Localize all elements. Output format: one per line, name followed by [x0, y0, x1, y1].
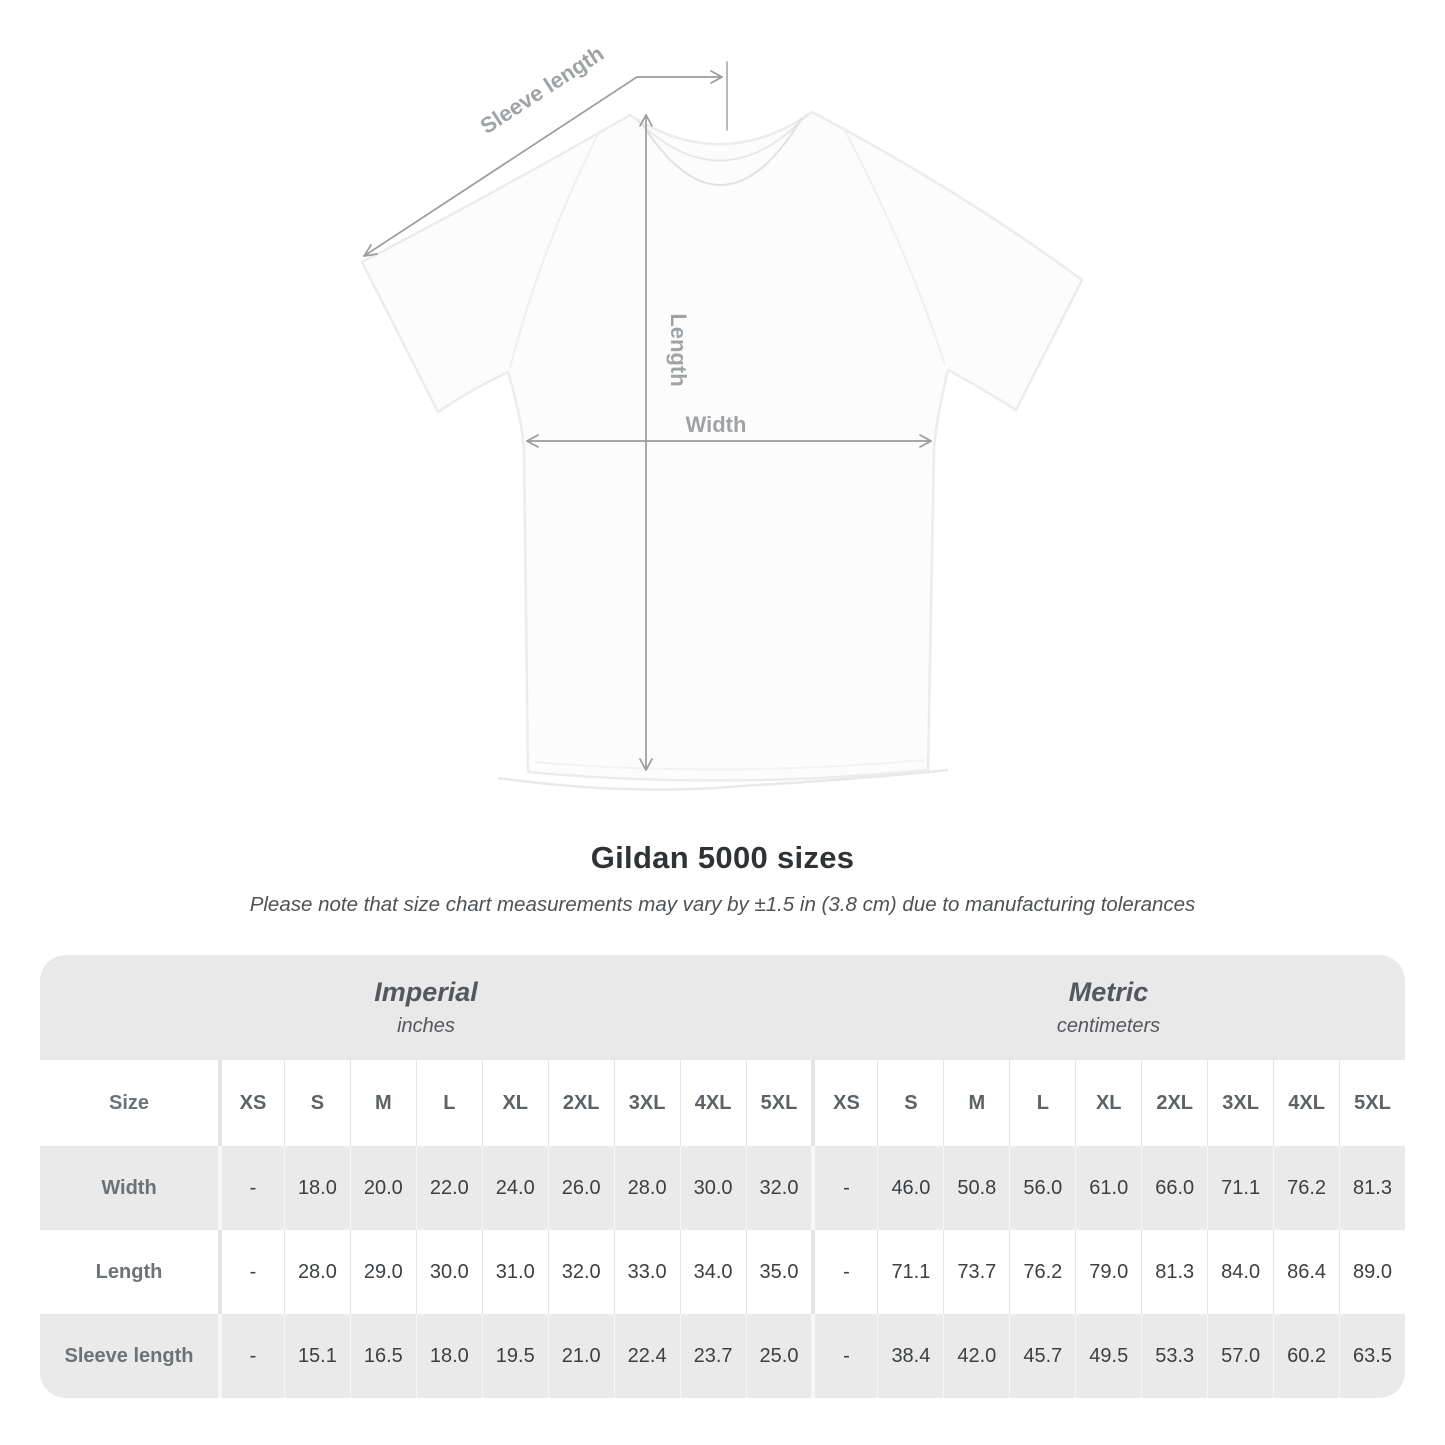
value-metric: 56.0 — [1009, 1146, 1075, 1230]
value-metric: 86.4 — [1273, 1230, 1339, 1314]
size-header-imperial-xs: XS — [218, 1060, 284, 1146]
size-header-imperial-xl: XL — [482, 1060, 548, 1146]
value-metric: 89.0 — [1339, 1230, 1405, 1314]
value-imperial: 16.5 — [350, 1314, 416, 1398]
value-imperial: 32.0 — [746, 1146, 812, 1230]
value-imperial: 35.0 — [746, 1230, 812, 1314]
size-header-imperial-s: S — [284, 1060, 350, 1146]
value-imperial: 33.0 — [614, 1230, 680, 1314]
value-imperial: 18.0 — [416, 1314, 482, 1398]
value-metric: 81.3 — [1141, 1230, 1207, 1314]
size-header-metric-l: L — [1009, 1060, 1075, 1146]
value-imperial: 15.1 — [284, 1314, 350, 1398]
value-metric: 53.3 — [1141, 1314, 1207, 1398]
size-header-metric-4xl: 4XL — [1273, 1060, 1339, 1146]
value-imperial: 26.0 — [548, 1146, 614, 1230]
value-imperial: - — [218, 1230, 284, 1314]
value-imperial: 28.0 — [284, 1230, 350, 1314]
imperial-label: Imperial — [374, 977, 478, 1007]
value-metric: 42.0 — [943, 1314, 1009, 1398]
value-imperial: - — [218, 1146, 284, 1230]
size-header-row — [40, 1060, 1405, 1146]
value-imperial: 28.0 — [614, 1146, 680, 1230]
metric-sublabel: centimeters — [1056, 1015, 1161, 1037]
value-metric: 66.0 — [1141, 1146, 1207, 1230]
value-metric: 46.0 — [877, 1146, 943, 1230]
value-imperial: 32.0 — [548, 1230, 614, 1314]
value-metric: 38.4 — [877, 1314, 943, 1398]
value-metric: 71.1 — [877, 1230, 943, 1314]
page-title: Gildan 5000 sizes — [590, 840, 855, 875]
value-metric: 79.0 — [1075, 1230, 1141, 1314]
value-imperial: 20.0 — [350, 1146, 416, 1230]
size-header-metric-s: S — [877, 1060, 943, 1146]
value-metric: 45.7 — [1009, 1314, 1075, 1398]
value-metric: - — [811, 1146, 877, 1230]
row-label: Length — [95, 1260, 163, 1283]
value-metric: - — [811, 1230, 877, 1314]
size-header-imperial-4xl: 4XL — [680, 1060, 746, 1146]
value-metric: 76.2 — [1273, 1146, 1339, 1230]
table-row-width — [40, 1146, 1405, 1230]
value-imperial: 19.5 — [482, 1314, 548, 1398]
value-imperial: 34.0 — [680, 1230, 746, 1314]
imperial-sublabel: inches — [397, 1015, 455, 1037]
size-header-imperial-2xl: 2XL — [548, 1060, 614, 1146]
value-imperial: 31.0 — [482, 1230, 548, 1314]
value-metric: 49.5 — [1075, 1314, 1141, 1398]
value-imperial: - — [218, 1314, 284, 1398]
sleeve-length-label: Sleeve length — [475, 40, 609, 139]
table-row-sleeve-length — [40, 1314, 1405, 1398]
value-imperial: 25.0 — [746, 1314, 812, 1398]
tshirt-illustration — [362, 112, 1082, 790]
metric-label: Metric — [1068, 977, 1149, 1007]
value-metric: 50.8 — [943, 1146, 1009, 1230]
value-metric: 73.7 — [943, 1230, 1009, 1314]
value-metric: 76.2 — [1009, 1230, 1075, 1314]
size-header-metric-5xl: 5XL — [1339, 1060, 1405, 1146]
size-header-imperial-l: L — [416, 1060, 482, 1146]
value-imperial: 23.7 — [680, 1314, 746, 1398]
value-metric: 60.2 — [1273, 1314, 1339, 1398]
value-metric: 61.0 — [1075, 1146, 1141, 1230]
value-metric: 57.0 — [1207, 1314, 1273, 1398]
size-header-imperial-m: M — [350, 1060, 416, 1146]
measurement-rows — [40, 1146, 1405, 1398]
value-imperial: 18.0 — [284, 1146, 350, 1230]
value-metric: - — [811, 1314, 877, 1398]
value-metric: 84.0 — [1207, 1230, 1273, 1314]
value-imperial: 24.0 — [482, 1146, 548, 1230]
size-header-metric-3xl: 3XL — [1207, 1060, 1273, 1146]
value-imperial: 30.0 — [680, 1146, 746, 1230]
size-header-metric-2xl: 2XL — [1141, 1060, 1207, 1146]
size-header-metric-xl: XL — [1075, 1060, 1141, 1146]
unit-band — [40, 955, 1405, 1060]
value-metric: 81.3 — [1339, 1146, 1405, 1230]
value-imperial: 30.0 — [416, 1230, 482, 1314]
value-imperial: 21.0 — [548, 1314, 614, 1398]
value-imperial: 22.0 — [416, 1146, 482, 1230]
size-header-metric-m: M — [943, 1060, 1009, 1146]
size-header-metric-xs: XS — [811, 1060, 877, 1146]
row-label: Sleeve length — [64, 1344, 194, 1367]
table-row-length — [40, 1230, 1405, 1314]
unit-group-imperial — [40, 955, 812, 1060]
row-label: Width — [101, 1176, 157, 1199]
size-header-imperial-3xl: 3XL — [614, 1060, 680, 1146]
size-column-header: Size — [108, 1091, 150, 1114]
length-label: Length — [666, 313, 691, 387]
unit-group-metric — [812, 955, 1405, 1060]
value-metric: 71.1 — [1207, 1146, 1273, 1230]
value-imperial: 22.4 — [614, 1314, 680, 1398]
value-imperial: 29.0 — [350, 1230, 416, 1314]
width-label: Width — [685, 412, 747, 437]
value-metric: 63.5 — [1339, 1314, 1405, 1398]
size-header-imperial-5xl: 5XL — [746, 1060, 812, 1146]
tolerance-note: Please note that size chart measurements may vary by ±1.5 in (3.8 cm) due to manufacturing tolerances — [249, 893, 1196, 916]
size-chart-table — [40, 955, 1405, 1398]
